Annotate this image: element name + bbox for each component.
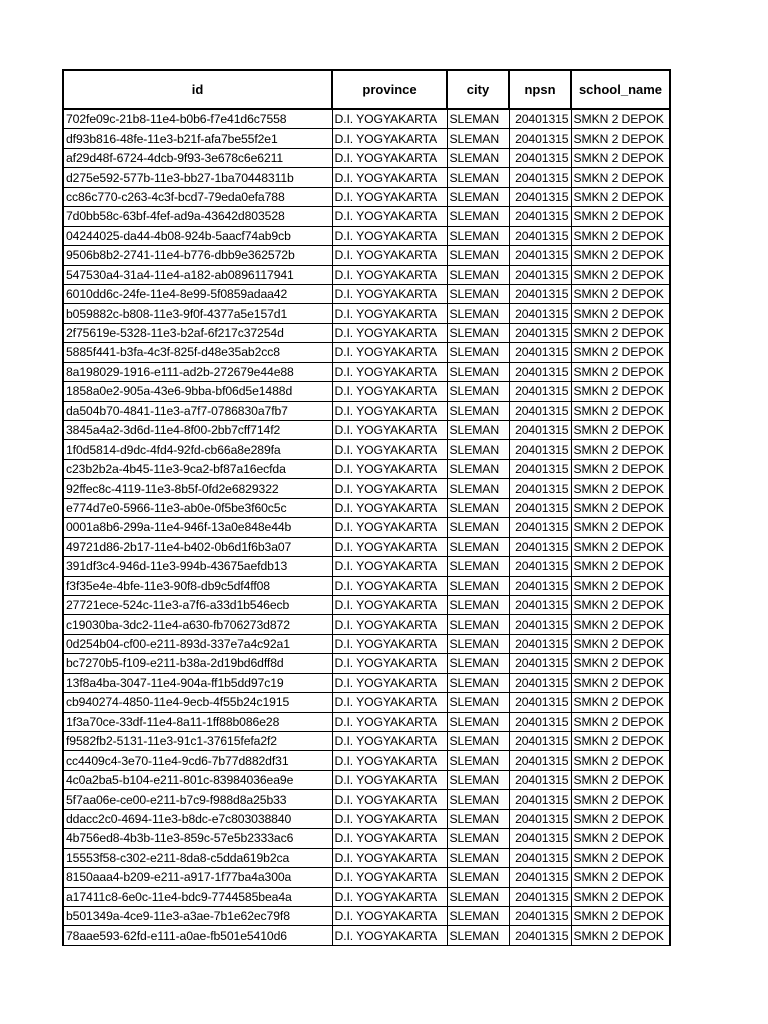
- cell-province: D.I. YOGYAKARTA: [332, 906, 447, 925]
- cell-city: SLEMAN: [447, 421, 509, 440]
- cell-id: 3845a4a2-3d6d-11e4-8f00-2bb7cff714f2: [63, 421, 332, 440]
- cell-id: af29d48f-6724-4dcb-9f93-3e678c6e6211: [63, 148, 332, 167]
- table-row: [63, 790, 670, 809]
- cell-city: SLEMAN: [447, 246, 509, 265]
- table-row: [63, 518, 670, 537]
- table-row: [63, 421, 670, 440]
- cell-npsn: 20401315: [509, 459, 571, 478]
- table-row: [63, 848, 670, 867]
- cell-school-name: SMKN 2 DEPOK: [571, 595, 670, 614]
- table-row: [63, 129, 670, 148]
- cell-city: SLEMAN: [447, 926, 509, 945]
- cell-school-name: SMKN 2 DEPOK: [571, 207, 670, 226]
- cell-school-name: SMKN 2 DEPOK: [571, 926, 670, 945]
- cell-province: D.I. YOGYAKARTA: [332, 848, 447, 867]
- cell-province: D.I. YOGYAKARTA: [332, 129, 447, 148]
- cell-city: SLEMAN: [447, 129, 509, 148]
- table-row: [63, 109, 670, 129]
- table-row: [63, 926, 670, 945]
- cell-school-name: SMKN 2 DEPOK: [571, 459, 670, 478]
- cell-city: SLEMAN: [447, 207, 509, 226]
- cell-province: D.I. YOGYAKARTA: [332, 498, 447, 517]
- table-row: [63, 595, 670, 614]
- cell-npsn: 20401315: [509, 168, 571, 187]
- cell-province: D.I. YOGYAKARTA: [332, 770, 447, 789]
- cell-school-name: SMKN 2 DEPOK: [571, 304, 670, 323]
- cell-school-name: SMKN 2 DEPOK: [571, 148, 670, 167]
- cell-school-name: SMKN 2 DEPOK: [571, 401, 670, 420]
- cell-npsn: 20401315: [509, 479, 571, 498]
- cell-id: c23b2b2a-4b45-11e3-9ca2-bf87a16ecfda: [63, 459, 332, 478]
- cell-school-name: SMKN 2 DEPOK: [571, 537, 670, 556]
- cell-school-name: SMKN 2 DEPOK: [571, 187, 670, 206]
- cell-npsn: 20401315: [509, 693, 571, 712]
- cell-school-name: SMKN 2 DEPOK: [571, 440, 670, 459]
- table-row: [63, 401, 670, 420]
- cell-city: SLEMAN: [447, 751, 509, 770]
- cell-city: SLEMAN: [447, 829, 509, 848]
- cell-id: cc4409c4-3e70-11e4-9cd6-7b77d882df31: [63, 751, 332, 770]
- cell-city: SLEMAN: [447, 498, 509, 517]
- cell-school-name: SMKN 2 DEPOK: [571, 168, 670, 187]
- cell-id: 8150aaa4-b209-e211-a917-1f77ba4a300a: [63, 868, 332, 887]
- cell-school-name: SMKN 2 DEPOK: [571, 732, 670, 751]
- cell-npsn: 20401315: [509, 246, 571, 265]
- cell-province: D.I. YOGYAKARTA: [332, 148, 447, 167]
- cell-id: 27721ece-524c-11e3-a7f6-a33d1b546ecb: [63, 595, 332, 614]
- cell-province: D.I. YOGYAKARTA: [332, 168, 447, 187]
- cell-npsn: 20401315: [509, 323, 571, 342]
- cell-school-name: SMKN 2 DEPOK: [571, 829, 670, 848]
- cell-city: SLEMAN: [447, 459, 509, 478]
- cell-school-name: SMKN 2 DEPOK: [571, 906, 670, 925]
- cell-npsn: 20401315: [509, 343, 571, 362]
- cell-id: 8a198029-1916-e111-ad2b-272679e44e88: [63, 362, 332, 381]
- cell-school-name: SMKN 2 DEPOK: [571, 323, 670, 342]
- cell-school-name: SMKN 2 DEPOK: [571, 129, 670, 148]
- cell-npsn: 20401315: [509, 304, 571, 323]
- cell-city: SLEMAN: [447, 693, 509, 712]
- cell-npsn: 20401315: [509, 634, 571, 653]
- cell-school-name: SMKN 2 DEPOK: [571, 790, 670, 809]
- cell-id: bc7270b5-f109-e211-b38a-2d19bd6dff8d: [63, 654, 332, 673]
- table-row: [63, 615, 670, 634]
- table-row: [63, 226, 670, 245]
- cell-npsn: 20401315: [509, 109, 571, 129]
- cell-npsn: 20401315: [509, 770, 571, 789]
- table-row: [63, 382, 670, 401]
- cell-id: 702fe09c-21b8-11e4-b0b6-f7e41d6c7558: [63, 109, 332, 129]
- cell-city: SLEMAN: [447, 712, 509, 731]
- table-row: [63, 148, 670, 167]
- cell-npsn: 20401315: [509, 751, 571, 770]
- cell-city: SLEMAN: [447, 848, 509, 867]
- cell-province: D.I. YOGYAKARTA: [332, 732, 447, 751]
- cell-school-name: SMKN 2 DEPOK: [571, 265, 670, 284]
- table-row: [63, 284, 670, 303]
- cell-city: SLEMAN: [447, 576, 509, 595]
- cell-school-name: SMKN 2 DEPOK: [571, 770, 670, 789]
- cell-city: SLEMAN: [447, 440, 509, 459]
- cell-id: 0001a8b6-299a-11e4-946f-13a0e848e44b: [63, 518, 332, 537]
- cell-npsn: 20401315: [509, 148, 571, 167]
- cell-city: SLEMAN: [447, 265, 509, 284]
- cell-id: 49721d86-2b17-11e4-b402-0b6d1f6b3a07: [63, 537, 332, 556]
- cell-city: SLEMAN: [447, 557, 509, 576]
- table-row: [63, 770, 670, 789]
- cell-npsn: 20401315: [509, 265, 571, 284]
- table-row: [63, 673, 670, 692]
- cell-id: 1858a0e2-905a-43e6-9bba-bf06d5e1488d: [63, 382, 332, 401]
- cell-school-name: SMKN 2 DEPOK: [571, 848, 670, 867]
- cell-province: D.I. YOGYAKARTA: [332, 518, 447, 537]
- cell-id: e774d7e0-5966-11e3-ab0e-0f5be3f60c5c: [63, 498, 332, 517]
- cell-city: SLEMAN: [447, 343, 509, 362]
- table-row: [63, 829, 670, 848]
- cell-city: SLEMAN: [447, 382, 509, 401]
- data-table: [62, 69, 671, 946]
- cell-npsn: 20401315: [509, 615, 571, 634]
- cell-school-name: SMKN 2 DEPOK: [571, 284, 670, 303]
- cell-npsn: 20401315: [509, 498, 571, 517]
- cell-school-name: SMKN 2 DEPOK: [571, 693, 670, 712]
- header-school-name: school_name: [571, 70, 670, 109]
- cell-city: SLEMAN: [447, 479, 509, 498]
- cell-id: 92ffec8c-4119-11e3-8b5f-0fd2e6829322: [63, 479, 332, 498]
- cell-city: SLEMAN: [447, 595, 509, 614]
- cell-npsn: 20401315: [509, 226, 571, 245]
- cell-npsn: 20401315: [509, 362, 571, 381]
- cell-school-name: SMKN 2 DEPOK: [571, 634, 670, 653]
- cell-school-name: SMKN 2 DEPOK: [571, 751, 670, 770]
- cell-province: D.I. YOGYAKARTA: [332, 595, 447, 614]
- cell-province: D.I. YOGYAKARTA: [332, 479, 447, 498]
- table-row: [63, 362, 670, 381]
- cell-school-name: SMKN 2 DEPOK: [571, 343, 670, 362]
- cell-city: SLEMAN: [447, 615, 509, 634]
- cell-npsn: 20401315: [509, 129, 571, 148]
- cell-npsn: 20401315: [509, 207, 571, 226]
- cell-npsn: 20401315: [509, 809, 571, 828]
- cell-id: 9506b8b2-2741-11e4-b776-dbb9e362572b: [63, 246, 332, 265]
- table-row: [63, 440, 670, 459]
- table-row: [63, 906, 670, 925]
- cell-school-name: SMKN 2 DEPOK: [571, 673, 670, 692]
- cell-city: SLEMAN: [447, 537, 509, 556]
- table-row: [63, 323, 670, 342]
- cell-city: SLEMAN: [447, 732, 509, 751]
- cell-npsn: 20401315: [509, 284, 571, 303]
- cell-id: a17411c8-6e0c-11e4-bdc9-7744585bea4a: [63, 887, 332, 906]
- cell-city: SLEMAN: [447, 790, 509, 809]
- cell-city: SLEMAN: [447, 809, 509, 828]
- cell-province: D.I. YOGYAKARTA: [332, 421, 447, 440]
- cell-province: D.I. YOGYAKARTA: [332, 829, 447, 848]
- cell-id: 547530a4-31a4-11e4-a182-ab0896117941: [63, 265, 332, 284]
- cell-npsn: 20401315: [509, 732, 571, 751]
- header-row: [63, 70, 670, 109]
- cell-id: 0d254b04-cf00-e211-893d-337e7a4c92a1: [63, 634, 332, 653]
- cell-id: cc86c770-c263-4c3f-bcd7-79eda0efa788: [63, 187, 332, 206]
- table-row: [63, 343, 670, 362]
- cell-province: D.I. YOGYAKARTA: [332, 751, 447, 770]
- cell-id: 5885f441-b3fa-4c3f-825f-d48e35ab2cc8: [63, 343, 332, 362]
- cell-id: 5f7aa06e-ce00-e211-b7c9-f988d8a25b33: [63, 790, 332, 809]
- table-row: [63, 459, 670, 478]
- cell-npsn: 20401315: [509, 712, 571, 731]
- cell-city: SLEMAN: [447, 284, 509, 303]
- cell-province: D.I. YOGYAKARTA: [332, 868, 447, 887]
- header-city: city: [447, 70, 509, 109]
- cell-id: 15553f58-c302-e211-8da8-c5dda619b2ca: [63, 848, 332, 867]
- cell-city: SLEMAN: [447, 401, 509, 420]
- cell-school-name: SMKN 2 DEPOK: [571, 557, 670, 576]
- table-row: [63, 187, 670, 206]
- cell-npsn: 20401315: [509, 440, 571, 459]
- table-row: [63, 887, 670, 906]
- cell-id: 13f8a4ba-3047-11e4-904a-ff1b5dd97c19: [63, 673, 332, 692]
- cell-province: D.I. YOGYAKARTA: [332, 712, 447, 731]
- table-row: [63, 693, 670, 712]
- cell-province: D.I. YOGYAKARTA: [332, 246, 447, 265]
- cell-province: D.I. YOGYAKARTA: [332, 809, 447, 828]
- cell-npsn: 20401315: [509, 187, 571, 206]
- cell-npsn: 20401315: [509, 421, 571, 440]
- cell-province: D.I. YOGYAKARTA: [332, 654, 447, 673]
- cell-id: b501349a-4ce9-11e3-a3ae-7b1e62ec79f8: [63, 906, 332, 925]
- cell-school-name: SMKN 2 DEPOK: [571, 868, 670, 887]
- cell-npsn: 20401315: [509, 673, 571, 692]
- cell-school-name: SMKN 2 DEPOK: [571, 712, 670, 731]
- cell-school-name: SMKN 2 DEPOK: [571, 109, 670, 129]
- table-row: [63, 634, 670, 653]
- cell-province: D.I. YOGYAKARTA: [332, 265, 447, 284]
- cell-id: 4b756ed8-4b3b-11e3-859c-57e5b2333ac6: [63, 829, 332, 848]
- cell-school-name: SMKN 2 DEPOK: [571, 382, 670, 401]
- cell-city: SLEMAN: [447, 654, 509, 673]
- table-row: [63, 537, 670, 556]
- cell-school-name: SMKN 2 DEPOK: [571, 421, 670, 440]
- cell-city: SLEMAN: [447, 634, 509, 653]
- cell-npsn: 20401315: [509, 868, 571, 887]
- cell-city: SLEMAN: [447, 226, 509, 245]
- cell-school-name: SMKN 2 DEPOK: [571, 226, 670, 245]
- cell-city: SLEMAN: [447, 109, 509, 129]
- cell-province: D.I. YOGYAKARTA: [332, 887, 447, 906]
- cell-id: f9582fb2-5131-11e3-91c1-37615fefa2f2: [63, 732, 332, 751]
- cell-school-name: SMKN 2 DEPOK: [571, 576, 670, 595]
- cell-city: SLEMAN: [447, 168, 509, 187]
- cell-city: SLEMAN: [447, 906, 509, 925]
- cell-city: SLEMAN: [447, 673, 509, 692]
- cell-province: D.I. YOGYAKARTA: [332, 382, 447, 401]
- cell-id: 1f0d5814-d9dc-4fd4-92fd-cb66a8e289fa: [63, 440, 332, 459]
- cell-id: cb940274-4850-11e4-9ecb-4f55b24c1915: [63, 693, 332, 712]
- cell-npsn: 20401315: [509, 848, 571, 867]
- cell-province: D.I. YOGYAKARTA: [332, 304, 447, 323]
- cell-school-name: SMKN 2 DEPOK: [571, 479, 670, 498]
- table-header: [63, 70, 670, 109]
- cell-id: 1f3a70ce-33df-11e4-8a11-1ff88b086e28: [63, 712, 332, 731]
- table-row: [63, 246, 670, 265]
- cell-npsn: 20401315: [509, 654, 571, 673]
- cell-id: f3f35e4e-4bfe-11e3-90f8-db9c5df4ff08: [63, 576, 332, 595]
- table-row: [63, 304, 670, 323]
- cell-city: SLEMAN: [447, 887, 509, 906]
- cell-province: D.I. YOGYAKARTA: [332, 323, 447, 342]
- cell-npsn: 20401315: [509, 518, 571, 537]
- cell-id: da504b70-4841-11e3-a7f7-0786830a7fb7: [63, 401, 332, 420]
- cell-npsn: 20401315: [509, 595, 571, 614]
- cell-id: 78aae593-62fd-e111-a0ae-fb501e5410d6: [63, 926, 332, 945]
- cell-city: SLEMAN: [447, 868, 509, 887]
- table-row: [63, 654, 670, 673]
- cell-id: df93b816-48fe-11e3-b21f-afa7be55f2e1: [63, 129, 332, 148]
- cell-npsn: 20401315: [509, 382, 571, 401]
- cell-province: D.I. YOGYAKARTA: [332, 109, 447, 129]
- table-row: [63, 265, 670, 284]
- cell-city: SLEMAN: [447, 770, 509, 789]
- cell-province: D.I. YOGYAKARTA: [332, 557, 447, 576]
- cell-province: D.I. YOGYAKARTA: [332, 343, 447, 362]
- table-row: [63, 557, 670, 576]
- cell-npsn: 20401315: [509, 790, 571, 809]
- header-npsn: npsn: [509, 70, 571, 109]
- cell-city: SLEMAN: [447, 304, 509, 323]
- cell-province: D.I. YOGYAKARTA: [332, 693, 447, 712]
- table-row: [63, 712, 670, 731]
- cell-province: D.I. YOGYAKARTA: [332, 362, 447, 381]
- table-row: [63, 168, 670, 187]
- cell-city: SLEMAN: [447, 323, 509, 342]
- cell-id: c19030ba-3dc2-11e4-a630-fb706273d872: [63, 615, 332, 634]
- cell-school-name: SMKN 2 DEPOK: [571, 518, 670, 537]
- table-row: [63, 868, 670, 887]
- table-row: [63, 751, 670, 770]
- cell-school-name: SMKN 2 DEPOK: [571, 887, 670, 906]
- cell-school-name: SMKN 2 DEPOK: [571, 615, 670, 634]
- cell-city: SLEMAN: [447, 518, 509, 537]
- cell-npsn: 20401315: [509, 576, 571, 595]
- cell-npsn: 20401315: [509, 557, 571, 576]
- cell-province: D.I. YOGYAKARTA: [332, 207, 447, 226]
- cell-school-name: SMKN 2 DEPOK: [571, 498, 670, 517]
- cell-province: D.I. YOGYAKARTA: [332, 401, 447, 420]
- cell-province: D.I. YOGYAKARTA: [332, 459, 447, 478]
- header-id: id: [63, 70, 332, 109]
- table-row: [63, 479, 670, 498]
- cell-npsn: 20401315: [509, 906, 571, 925]
- cell-id: 2f75619e-5328-11e3-b2af-6f217c37254d: [63, 323, 332, 342]
- cell-city: SLEMAN: [447, 362, 509, 381]
- table-row: [63, 732, 670, 751]
- cell-id: 7d0bb58c-63bf-4fef-ad9a-43642d803528: [63, 207, 332, 226]
- cell-school-name: SMKN 2 DEPOK: [571, 654, 670, 673]
- cell-province: D.I. YOGYAKARTA: [332, 926, 447, 945]
- table-row: [63, 207, 670, 226]
- cell-id: 4c0a2ba5-b104-e211-801c-83984036ea9e: [63, 770, 332, 789]
- cell-province: D.I. YOGYAKARTA: [332, 634, 447, 653]
- cell-npsn: 20401315: [509, 537, 571, 556]
- cell-id: 391df3c4-946d-11e3-994b-43675aefdb13: [63, 557, 332, 576]
- cell-npsn: 20401315: [509, 926, 571, 945]
- table-row: [63, 576, 670, 595]
- cell-id: b059882c-b808-11e3-9f0f-4377a5e157d1: [63, 304, 332, 323]
- cell-school-name: SMKN 2 DEPOK: [571, 362, 670, 381]
- cell-id: ddacc2c0-4694-11e3-b8dc-e7c803038840: [63, 809, 332, 828]
- cell-school-name: SMKN 2 DEPOK: [571, 246, 670, 265]
- cell-npsn: 20401315: [509, 401, 571, 420]
- header-province: province: [332, 70, 447, 109]
- cell-npsn: 20401315: [509, 829, 571, 848]
- table-row: [63, 498, 670, 517]
- cell-city: SLEMAN: [447, 148, 509, 167]
- cell-id: d275e592-577b-11e3-bb27-1ba70448311b: [63, 168, 332, 187]
- cell-province: D.I. YOGYAKARTA: [332, 673, 447, 692]
- cell-province: D.I. YOGYAKARTA: [332, 440, 447, 459]
- cell-province: D.I. YOGYAKARTA: [332, 187, 447, 206]
- cell-province: D.I. YOGYAKARTA: [332, 226, 447, 245]
- cell-province: D.I. YOGYAKARTA: [332, 615, 447, 634]
- cell-province: D.I. YOGYAKARTA: [332, 284, 447, 303]
- cell-id: 04244025-da44-4b08-924b-5aacf74ab9cb: [63, 226, 332, 245]
- cell-province: D.I. YOGYAKARTA: [332, 790, 447, 809]
- cell-province: D.I. YOGYAKARTA: [332, 537, 447, 556]
- cell-city: SLEMAN: [447, 187, 509, 206]
- table-row: [63, 809, 670, 828]
- table-body: [63, 109, 670, 945]
- cell-npsn: 20401315: [509, 887, 571, 906]
- cell-id: 6010dd6c-24fe-11e4-8e99-5f0859adaa42: [63, 284, 332, 303]
- cell-school-name: SMKN 2 DEPOK: [571, 809, 670, 828]
- cell-province: D.I. YOGYAKARTA: [332, 576, 447, 595]
